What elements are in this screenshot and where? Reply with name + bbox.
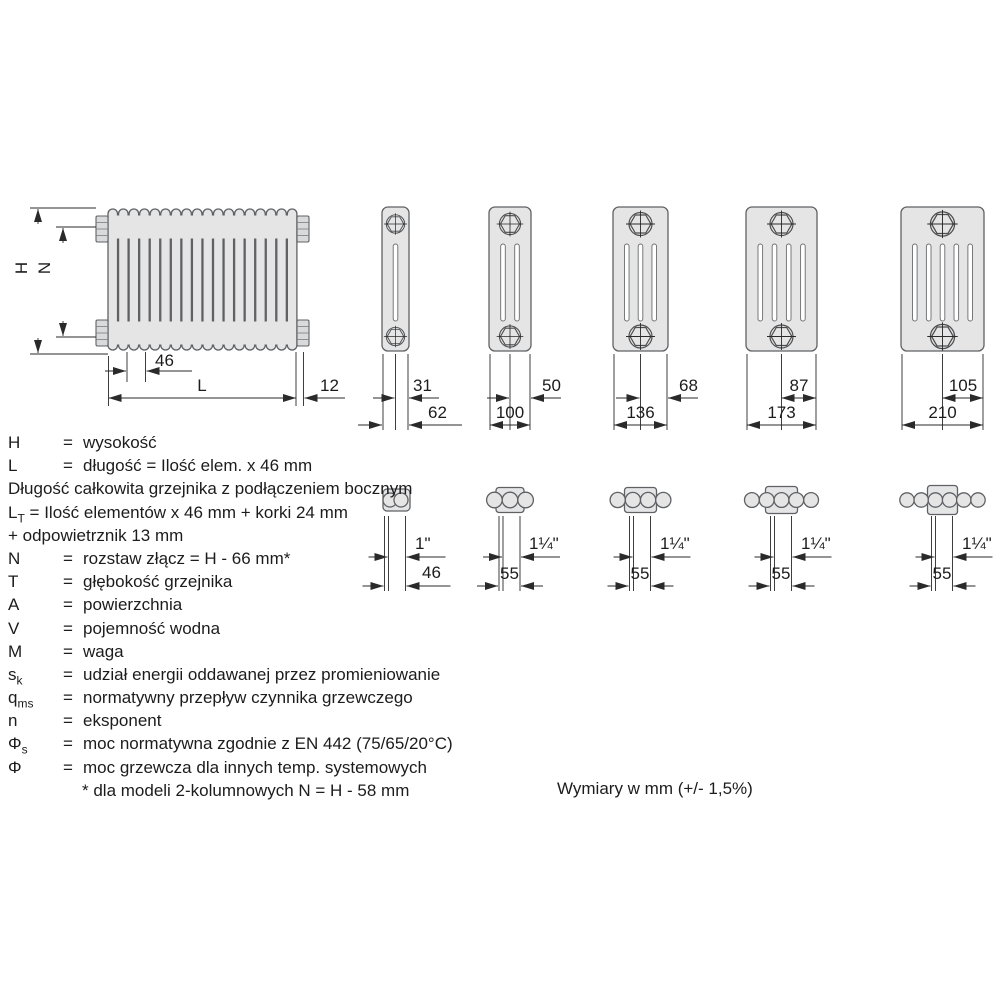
- side-section-6col: [901, 207, 984, 351]
- length-label: L: [197, 376, 207, 395]
- equals-sign: =: [63, 618, 73, 638]
- legend: [8, 431, 488, 802]
- top-view-5col: [745, 487, 819, 514]
- legend-text: udział energii oddawanej przez promieniowanie: [83, 664, 441, 684]
- legend-text: normatywny przepływ czynnika grzewczego: [83, 688, 413, 708]
- legend-symbol: Φ: [8, 757, 22, 777]
- legend-item-M: [8, 640, 488, 663]
- outer-width-label-4col: 136: [626, 403, 655, 422]
- equals-sign: =: [63, 734, 73, 754]
- pitch-label-4col: 55: [630, 564, 650, 583]
- legend-item-total-length-3: [8, 524, 488, 547]
- side-section-3col: [489, 207, 531, 351]
- bottom-left-plug: [96, 320, 108, 346]
- top-view-6col: [900, 486, 985, 515]
- legend-item-sk: [8, 663, 488, 686]
- pitch-label-2col: 46: [422, 563, 441, 582]
- cap-extension-label: 12: [320, 376, 339, 395]
- legend-item-A: [8, 593, 488, 616]
- legend-symbol: T: [8, 572, 19, 592]
- height-label: H: [12, 261, 31, 275]
- pitch-label-3col: 55: [500, 564, 519, 583]
- legend-item-phi-s: [8, 732, 488, 755]
- equals-sign: =: [63, 456, 73, 476]
- legend-item-phi: [8, 756, 488, 779]
- equals-sign: =: [63, 595, 73, 615]
- equals-sign: =: [63, 433, 73, 452]
- legend-text: rozstaw złącz = H - 66 mm*: [83, 548, 291, 568]
- legend-symbol: $\Phi_s$: [8, 734, 28, 757]
- legend-symbol: L: [8, 502, 18, 522]
- equals-sign: =: [63, 548, 73, 568]
- section-dimensions-6col: [902, 354, 983, 430]
- section-dimensions-2col: [358, 354, 462, 430]
- legend-symbol: n: [8, 711, 18, 731]
- legend-text: moc grzewcza dla innych temp. systemowych: [83, 757, 427, 777]
- legend-symbol: $q_{ms}$: [8, 688, 34, 711]
- legend-text: Długość całkowita grzejnika z podłączeniem bocznym: [8, 479, 413, 499]
- legend-text: eksponent: [83, 711, 162, 731]
- legend-item-H: [8, 431, 488, 454]
- side-section-5col: [746, 207, 817, 351]
- equals-sign: =: [63, 688, 73, 708]
- top-view-dimensions-6col: [910, 516, 993, 591]
- legend-symbol: H: [8, 433, 21, 452]
- inner-width-label-6col: 105: [948, 376, 978, 395]
- legend-symbol: L: [8, 456, 18, 476]
- legend-text: = Ilość elementów x 46 mm + korki 24 mm: [29, 502, 348, 522]
- legend-symbol: $s_k$: [8, 664, 23, 688]
- top-right-plug: [297, 216, 309, 242]
- equals-sign: =: [63, 664, 73, 684]
- spacing-label: N: [35, 261, 54, 275]
- legend-text: długość = Ilość elem. x 46 mm: [83, 456, 313, 476]
- top-view-4col: [610, 488, 671, 513]
- side-section-2col: [382, 207, 409, 351]
- section-dimensions-5col: [747, 354, 816, 430]
- outer-width-label-6col: 210: [928, 403, 957, 422]
- outer-width-label-3col: 100: [495, 403, 525, 422]
- legend-text: wysokość: [83, 433, 157, 452]
- top-view-dimensions-5col: [749, 516, 832, 591]
- inner-width-label-5col: 87: [789, 376, 809, 395]
- legend-text: pojemność wodna: [83, 618, 221, 638]
- inner-width-label-2col: 31: [413, 376, 432, 395]
- side-section-4col: [613, 207, 668, 351]
- legend-item-qms: [8, 686, 488, 709]
- pipe-size-label-5col: 1¼": [801, 534, 831, 553]
- top-left-plug: [96, 216, 108, 242]
- legend-footnote: [8, 779, 488, 802]
- legend-item-total-length-1: [8, 477, 488, 500]
- pipe-size-label-3col: 1¼": [529, 534, 559, 553]
- section-dimensions-3col: [487, 354, 561, 430]
- top-view-dimensions-3col: [477, 516, 560, 591]
- element-pitch-label: 46: [155, 351, 174, 370]
- equals-sign: =: [63, 641, 73, 661]
- pipe-size-label-4col: 1¼": [660, 534, 690, 553]
- legend-symbol: A: [8, 595, 20, 615]
- outer-width-label-2col: 62: [428, 403, 447, 422]
- pipe-size-label-2col: 1": [415, 534, 431, 553]
- outer-width-label-5col: 173: [767, 403, 796, 422]
- top-view-3col: [487, 488, 534, 513]
- legend-text: moc normatywna zgodnie z EN 442 (75/65/20°C): [83, 734, 453, 754]
- section-dimensions-4col: [614, 354, 698, 430]
- inner-width-label-3col: 50: [542, 376, 561, 395]
- bottom-right-plug: [297, 320, 309, 346]
- top-view-dimensions-4col: [608, 516, 691, 591]
- legend-item-V: [8, 617, 488, 640]
- legend-symbol: N: [8, 548, 21, 568]
- legend-item-L: [8, 454, 488, 477]
- equals-sign: =: [63, 757, 73, 777]
- pitch-label-6col: 55: [932, 564, 952, 583]
- dimensions-unit-note: Wymiary w mm (+/- 1,5%): [557, 779, 753, 798]
- legend-item-N: [8, 547, 488, 570]
- legend-item-total-length-2: $L_T$ = Ilość elementów x 46 mm + korki 24 mm: [8, 502, 348, 525]
- legend-item-T: [8, 570, 488, 593]
- pitch-label-5col: 55: [771, 564, 791, 583]
- legend-item-n: [8, 709, 488, 732]
- equals-sign: =: [63, 572, 73, 592]
- legend-text: * dla modeli 2-kolumnowych N = H - 58 mm: [82, 780, 410, 800]
- legend-symbol: M: [8, 641, 23, 661]
- inner-width-label-4col: 68: [679, 376, 698, 395]
- pipe-size-label-6col: 1¼": [962, 534, 992, 553]
- radiator-front-view: [96, 209, 309, 350]
- legend-text: + odpowietrznik 13 mm: [8, 525, 184, 545]
- legend-symbol: V: [8, 618, 20, 638]
- equals-sign: =: [63, 711, 73, 731]
- legend-text: głębokość grzejnika: [83, 572, 233, 592]
- legend-text: waga: [83, 641, 124, 661]
- legend-text: powierzchnia: [83, 595, 183, 615]
